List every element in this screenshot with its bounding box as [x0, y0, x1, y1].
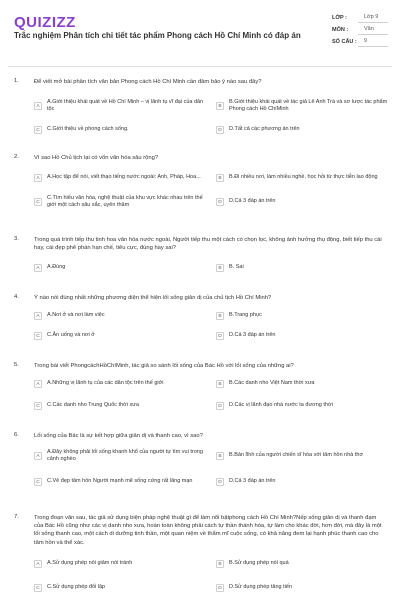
- option-a[interactable]: [34, 170, 206, 186]
- option-letter: B: [216, 560, 224, 568]
- option-c[interactable]: [34, 194, 206, 210]
- option-letter: C: [34, 584, 42, 592]
- option-c[interactable]: [34, 122, 206, 138]
- option-d[interactable]: [216, 474, 388, 490]
- option-letter: A: [34, 264, 42, 272]
- question-number: 1.: [14, 78, 19, 84]
- quizizz-logo: QUIZIZZ: [14, 14, 76, 31]
- option-text: D.Cả 3 đáp án trên: [229, 332, 276, 339]
- question-text: Lối sống của Bác là sự kết hợp giữa giản dị và thanh cao, vì sao?: [34, 433, 203, 439]
- option-d[interactable]: [216, 194, 388, 210]
- question-text: Trong đoạn văn sau, tác giả sử dụng biện pháp nghệ thuật gì để làm nổi bậtphong cách Hồ Chí Minh?Nếp sống giản dị và thanh đạm của Bác Hồ cũng như các vị danh nho xưa, hoàn toàn không phải cách tự thần thánh hóa, tự làm cho khác đời, hơn đời, mà đây là một lối sống thanh cao, một cách di dưỡng tinh thần, một quan niệm về thẩm mĩ cuộc sống, có khả năng đem lại hạnh phúc thanh cao cho tâm hồn và thể xác.: [34, 515, 382, 546]
- option-text: A.Đây không phải lối sống khanh khổ của người tự tìm vui trong cảnh nghèo: [47, 448, 203, 462]
- question-number: 2.: [14, 154, 19, 160]
- option-text: B.Trang phục: [229, 312, 262, 319]
- option-letter: A: [34, 452, 42, 460]
- option-text: B. Sai: [229, 264, 244, 271]
- option-letter: D: [216, 584, 224, 592]
- option-letter: D: [216, 402, 224, 410]
- option-text: B.Đi nhiều nơi, làm nhiều nghề, học hỏi từ thực tiễn lao động: [229, 174, 378, 181]
- option-c[interactable]: [34, 398, 206, 414]
- question-number: 7.: [14, 514, 19, 520]
- option-letter: C: [34, 332, 42, 340]
- question-number: 6.: [14, 432, 19, 438]
- option-letter: B: [216, 380, 224, 388]
- class-row: [332, 12, 388, 24]
- option-d[interactable]: [216, 398, 388, 414]
- option-c[interactable]: [34, 474, 206, 490]
- question-number: 4.: [14, 294, 19, 300]
- option-text: B.Giới thiệu khái quát về tác giả Lê Anh Trà và sơ lược tác phẩm Phong cách Hồ ChíMinh: [229, 98, 388, 112]
- option-text: D.Tất cả các phương án trên: [229, 126, 300, 133]
- option-a[interactable]: [34, 308, 206, 324]
- option-text: C.Giới thiệu về phong cách sống.: [47, 126, 129, 133]
- option-text: C.Ăn uống và nơi ở: [47, 332, 95, 339]
- option-text: B.Các danh nho Việt Nam thời xưa: [229, 380, 315, 387]
- option-text: B.Bản lĩnh của người chiến sĩ hòa với tâm hồn nhà thơ: [229, 452, 364, 459]
- option-text: C.Các danh nho Trung Quốc thời xưa: [47, 402, 139, 409]
- question-text: Ý nào nói đúng nhất những phương diện thể hiện lối sống giản dị của chủ tịch Hồ Chí Minh?: [34, 295, 272, 301]
- option-letter: B: [216, 452, 224, 460]
- option-text: D.Cả 3 đáp án trên: [229, 198, 276, 205]
- class-value: Lớp 9: [358, 13, 388, 23]
- page-title: Trắc nghiệm Phân tích chi tiết tác phẩm Phong cách Hồ Chí Minh có đáp án: [14, 31, 301, 40]
- option-c[interactable]: [34, 580, 206, 596]
- option-letter: C: [34, 126, 42, 134]
- option-letter: B: [216, 102, 224, 110]
- option-text: C.Sử dụng phép đối lập: [47, 584, 106, 591]
- option-b[interactable]: [216, 376, 388, 392]
- option-a[interactable]: [34, 376, 206, 392]
- option-c[interactable]: [34, 328, 206, 344]
- option-letter: A: [34, 102, 42, 110]
- option-text: D.Cả 3 đáp án trên: [229, 478, 276, 485]
- question-text: Trong quá trình tiếp thu tinh hoa văn hóa nước ngoài, Người tiếp thu một cách có chọn lọc, không ảnh hưởng thụ động, biết tiếp thu cái hay, cái đẹp phê phán hạn chế, tiêu cực, đúng hay sai?: [34, 237, 382, 252]
- question-count-row: [332, 36, 388, 48]
- option-a[interactable]: [34, 260, 206, 276]
- option-text: C.Vẻ đẹp tâm hồn Người mạnh mẽ sống cứng rất lãng mạn: [47, 478, 193, 485]
- option-d[interactable]: [216, 122, 388, 138]
- option-letter: A: [34, 380, 42, 388]
- option-letter: C: [34, 402, 42, 410]
- option-letter: B: [216, 174, 224, 182]
- option-text: A.Giới thiệu khái quát về Hồ Chí Minh – vị lãnh tụ vĩ đại của dân tộc: [47, 98, 204, 112]
- class-label: LỚP :: [332, 15, 347, 21]
- option-text: A.Sử dụng phép nói giảm nói tránh: [47, 560, 133, 567]
- question-text: Trong bài viết PhongcáchHồChíMinh, tác giả so sánh lối sống của Bác Hồ với lối sống của những ai?: [34, 363, 294, 369]
- option-letter: C: [34, 478, 42, 486]
- option-letter: A: [34, 312, 42, 320]
- option-text: A.Những vị lãnh tụ của các dân tộc trên thế giới: [47, 380, 164, 387]
- option-b[interactable]: [216, 308, 388, 324]
- option-d[interactable]: [216, 580, 388, 596]
- option-a[interactable]: [34, 556, 206, 572]
- option-letter: B: [216, 264, 224, 272]
- option-letter: B: [216, 312, 224, 320]
- subject-label: MÔN :: [332, 27, 349, 33]
- header-divider: [8, 66, 392, 67]
- option-b[interactable]: [216, 170, 388, 186]
- option-text: A.Đúng: [47, 264, 66, 271]
- option-letter: A: [34, 174, 42, 182]
- option-b[interactable]: [216, 98, 388, 114]
- option-a[interactable]: [34, 98, 206, 114]
- option-letter: C: [34, 198, 42, 206]
- option-b[interactable]: [216, 556, 388, 572]
- question-text: Để viết mở bài phân tích văn bản Phong cách Hồ Chí Minh cần đảm bảo ý nào sau đây?: [34, 79, 262, 85]
- option-letter: D: [216, 126, 224, 134]
- question-text: Vì sao Hồ Chủ tịch lại có vốn văn hóa sâu rộng?: [34, 155, 159, 161]
- option-text: D.Các vị lãnh đạo nhà nước ta đương thời: [229, 402, 333, 409]
- question-count-value: 9: [358, 37, 388, 47]
- subject-row: [332, 24, 388, 36]
- option-text: A.Học tập để nói, viết thạo tiếng nước ngoài: Anh, Pháp, Hoa...: [47, 174, 201, 181]
- question-number: 5.: [14, 362, 19, 368]
- option-letter: D: [216, 332, 224, 340]
- option-text: D.Sử dụng phép tăng tiến: [229, 584, 293, 591]
- option-letter: D: [216, 478, 224, 486]
- option-letter: D: [216, 198, 224, 206]
- worksheet-meta: [332, 12, 388, 48]
- question-number: 3.: [14, 236, 19, 242]
- subject-value: Văn: [358, 25, 388, 35]
- option-letter: A: [34, 560, 42, 568]
- option-text: B.Sử dụng phép nói quá: [229, 560, 289, 567]
- option-b[interactable]: [216, 260, 388, 276]
- option-b[interactable]: [216, 448, 388, 464]
- option-text: C.Tìm hiểu văn hóa, nghệ thuật của khu vực khác nhau trên thế giới một cách sâu sắc, uyên thâm: [47, 194, 203, 208]
- worksheet-header: [0, 0, 400, 64]
- option-d[interactable]: [216, 328, 388, 344]
- option-a[interactable]: [34, 448, 206, 464]
- question-count-label: SỐ CÂU :: [332, 39, 357, 45]
- option-text: A.Nơi ở và nơi làm việc: [47, 312, 105, 319]
